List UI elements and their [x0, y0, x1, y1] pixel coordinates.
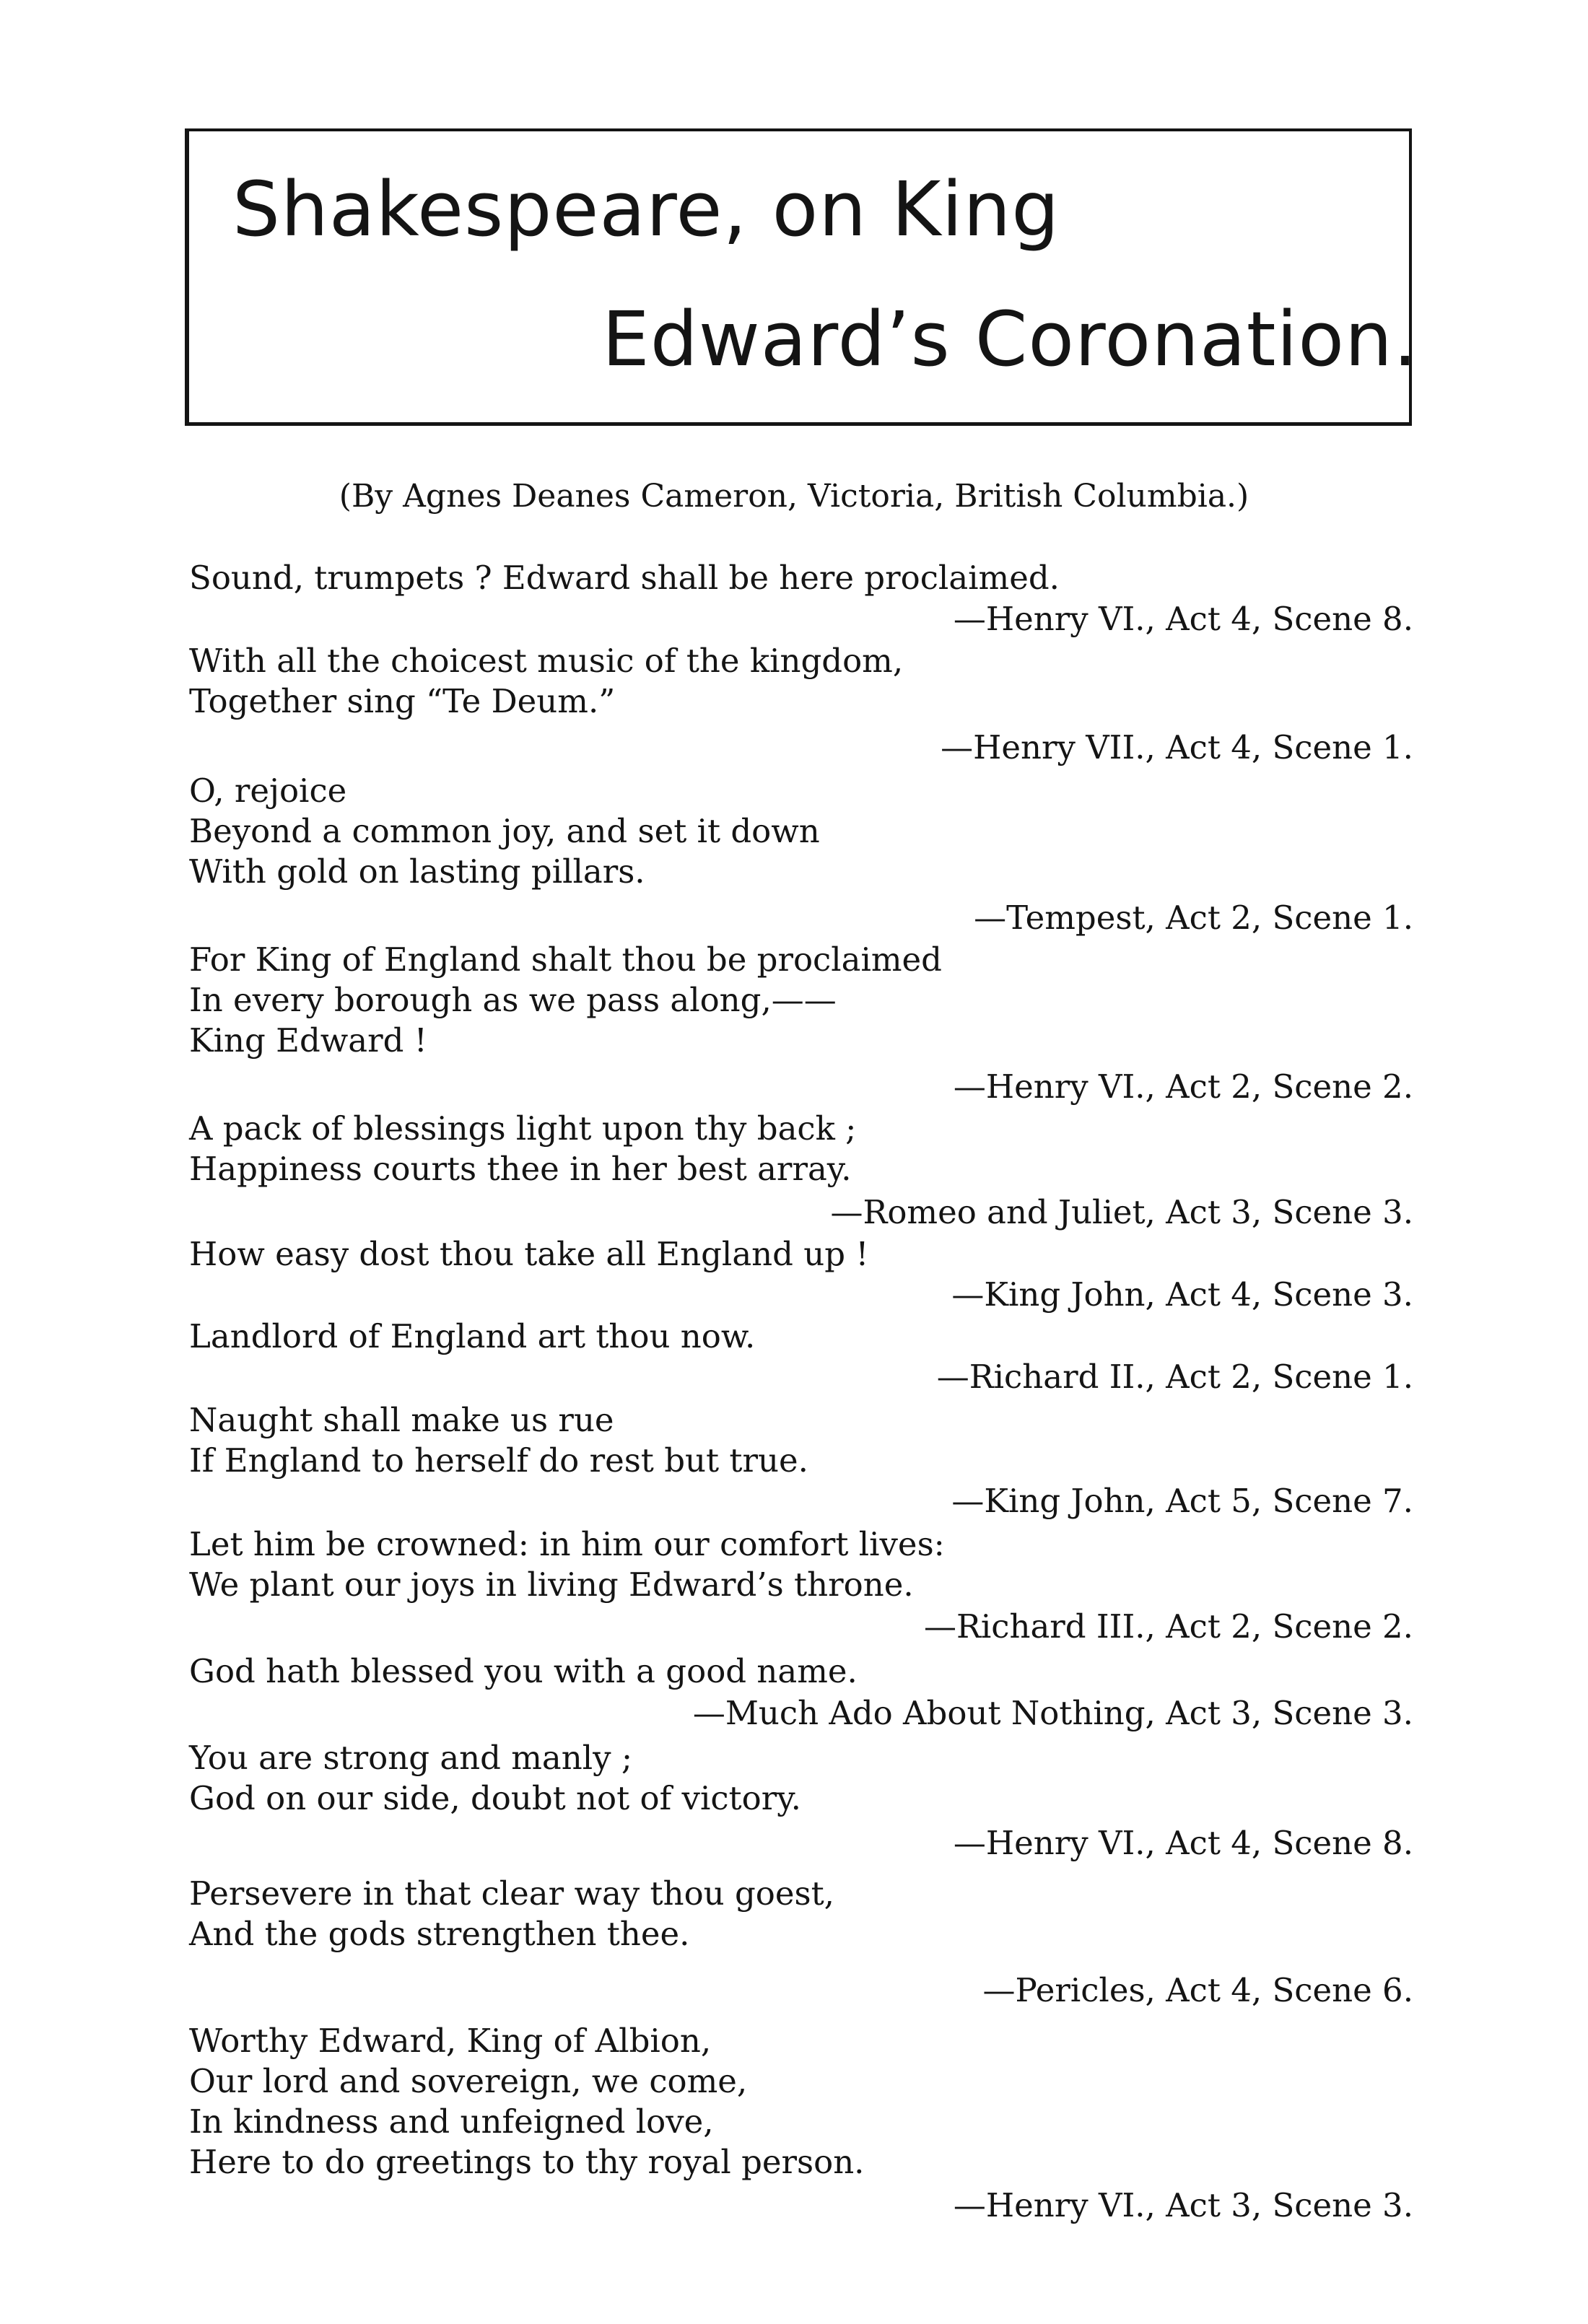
- verse-line: Beyond a common joy, and set it down: [189, 812, 820, 850]
- verse-line: Happiness courts thee in her best array.: [189, 1150, 852, 1188]
- citation: —Tempest, Act 2, Scene 1.: [974, 899, 1413, 937]
- citation: —Much Ado About Nothing, Act 3, Scene 3.: [692, 1694, 1413, 1732]
- verse-line: King Edward !: [189, 1021, 427, 1060]
- citation: —King John, Act 5, Scene 7.: [951, 1482, 1413, 1520]
- title-box: [185, 128, 1418, 426]
- title-line-1: Shakespeare, on King: [232, 165, 1060, 253]
- verse-line: And the gods strengthen thee.: [189, 1915, 690, 1953]
- verse-line: Sound, trumpets ? Edward shall be here proclaimed.: [189, 559, 1060, 597]
- citation: —Romeo and Juliet, Act 3, Scene 3.: [830, 1193, 1413, 1231]
- verse-line: Naught shall make us rue: [189, 1401, 614, 1439]
- verse-line: O, rejoice: [189, 772, 347, 810]
- citation: —Henry VI., Act 2, Scene 2.: [953, 1067, 1413, 1106]
- verse-line: A pack of blessings light upon thy back ;: [189, 1109, 857, 1148]
- citation: —Pericles, Act 4, Scene 6.: [982, 1971, 1413, 2009]
- verse-line: Let him be crowned: in him our comfort lives:: [189, 1525, 945, 1563]
- citation: —Henry VII., Act 4, Scene 1.: [941, 728, 1413, 766]
- verse-line: God on our side, doubt not of victory.: [189, 1779, 801, 1817]
- verse-line: Together sing “Te Deum.”: [189, 682, 616, 720]
- verse-line: If England to herself do rest but true.: [189, 1441, 808, 1480]
- verse-line: Worthy Edward, King of Albion,: [189, 2022, 712, 2060]
- verse-line: We plant our joys in living Edward’s throne.: [189, 1565, 914, 1604]
- citation: —Henry VI., Act 4, Scene 8.: [953, 1824, 1413, 1862]
- verse-line: In every borough as we pass along,——: [189, 981, 837, 1019]
- verse-line: Here to do greetings to thy royal person.: [189, 2143, 865, 2181]
- verse-line: You are strong and manly ;: [189, 1739, 633, 1777]
- verse-line: Our lord and sovereign, we come,: [189, 2062, 748, 2100]
- verse-line: God hath blessed you with a good name.: [189, 1652, 858, 1690]
- verse-line: With all the choicest music of the kingdom,: [189, 642, 904, 680]
- citation: —King John, Act 4, Scene 3.: [951, 1275, 1413, 1314]
- verse-line: In kindness and unfeigned love,: [189, 2102, 714, 2141]
- citation: —Richard II., Act 2, Scene 1.: [936, 1358, 1413, 1396]
- citation: —Henry VI., Act 4, Scene 8.: [953, 600, 1413, 638]
- citation: —Richard III., Act 2, Scene 2.: [924, 1607, 1413, 1646]
- verse-line: How easy dost thou take all England up !: [189, 1235, 869, 1273]
- byline: (By Agnes Deanes Cameron, Victoria, British Columbia.): [339, 478, 1249, 515]
- verse-line: Persevere in that clear way thou goest,: [189, 1874, 834, 1913]
- verse-line: For King of England shalt thou be proclaimed: [189, 940, 942, 979]
- citation: —Henry VI., Act 3, Scene 3.: [953, 2186, 1413, 2224]
- verse-line: With gold on lasting pillars.: [189, 852, 645, 891]
- title-line-2: Edward’s Coronation.: [602, 295, 1418, 383]
- verse-line: Landlord of England art thou now.: [189, 1317, 756, 1355]
